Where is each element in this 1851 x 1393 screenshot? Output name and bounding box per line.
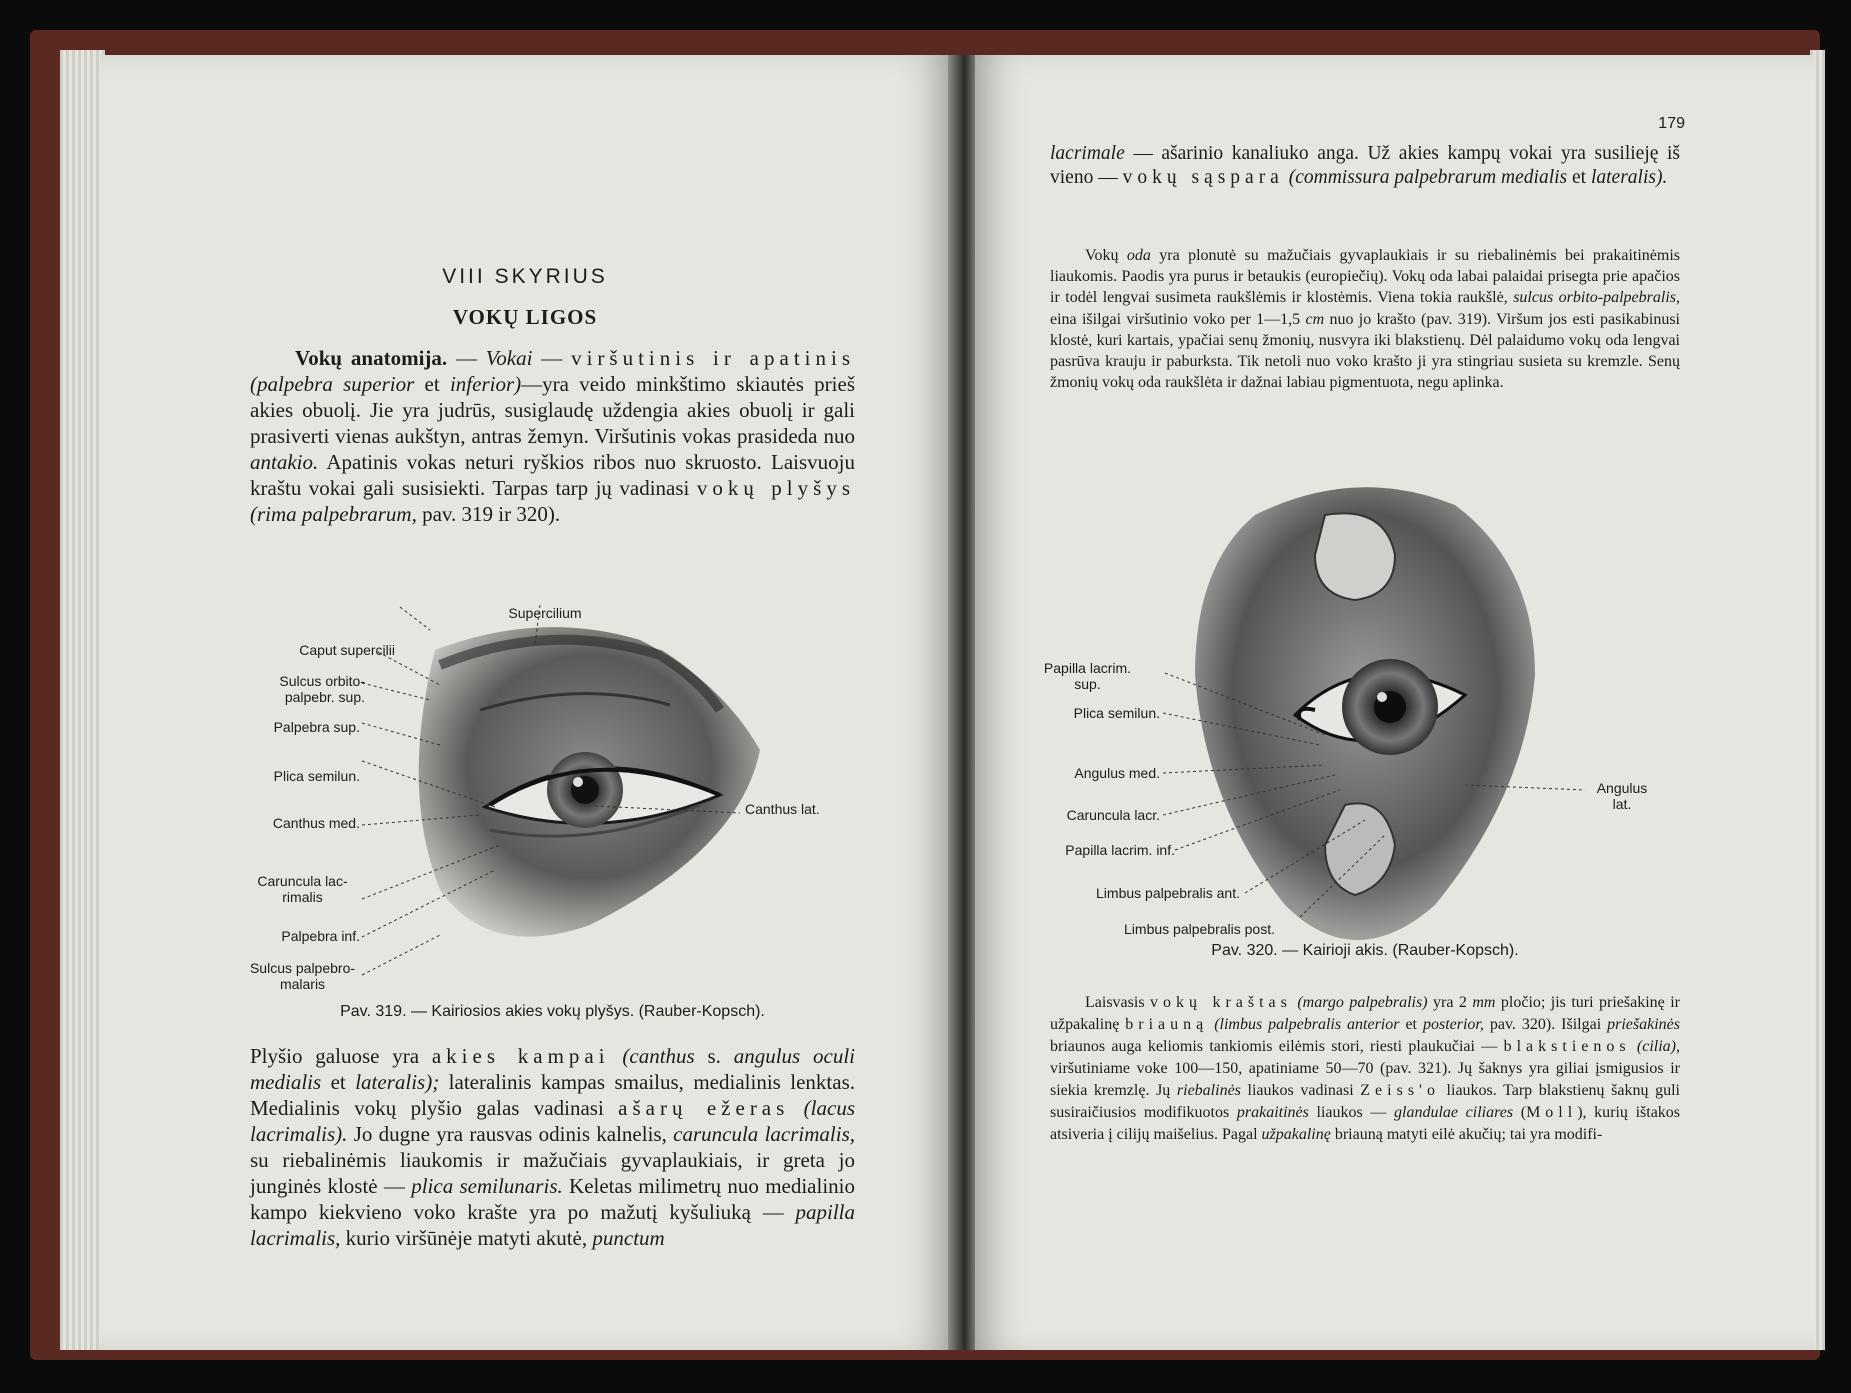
- text-run: liaukos —: [1308, 1104, 1395, 1121]
- text-run: et: [1567, 167, 1591, 188]
- text-run: sulcus orbito-palpebralis,: [1513, 289, 1680, 307]
- text-run: ), kurių ištakos atsiveria į cilijų maišelius. Pagal: [1050, 1104, 1681, 1143]
- section-title: VOKŲ LIGOS: [452, 305, 598, 329]
- figure-320-caption: Pav. 320. — Kairioji akis. (Rauber-Kopsch).: [1211, 942, 1519, 959]
- text-run: (canthus: [609, 1044, 695, 1068]
- text-run: lateralis).: [1590, 167, 1668, 188]
- figure-319-caption: Pav. 319. — Kairiosios akies vokų plyšys. (Rauber-Kopsch).: [340, 1003, 765, 1020]
- text-run: Moll: [1526, 1104, 1578, 1121]
- text-run: Plyšio galuose yra: [250, 1044, 432, 1068]
- text-run: Laisvasis: [1085, 994, 1150, 1011]
- text-run: cm: [1305, 310, 1325, 328]
- chapter-heading: VIII SKYRIUS: [442, 265, 608, 288]
- text-run: — ašarinio kanaliuko anga. Už akies kampų vokai yra susilieję iš vieno —: [1050, 143, 1680, 188]
- page-number: 179: [1658, 115, 1685, 132]
- label-plica-semilun: Plica semilun.: [273, 768, 360, 784]
- text-run: punctum: [592, 1226, 665, 1250]
- text-run: akies kampai: [431, 1044, 610, 1068]
- text-run: užpakalinę: [1261, 1126, 1331, 1143]
- text-run: eina išilgai viršutinio voko per 1—1,5: [1050, 310, 1306, 328]
- label-supercilium: Supercilium: [508, 605, 582, 621]
- text-run: angulus oculi medialis: [250, 1044, 855, 1094]
- text-run: vokų sąspara: [1122, 167, 1284, 188]
- right-page: [975, 55, 1815, 1350]
- label-caruncula: Caruncula lac- rimalis: [257, 873, 348, 905]
- text-run: plica semilunaris.: [411, 1174, 563, 1198]
- text-run: oda: [1126, 247, 1151, 264]
- text-run: vokų plyšys: [696, 476, 855, 500]
- text-run: liaukos. Tarp blakstienų šaknų guli susiraičiusios modifikuotos: [1050, 1082, 1680, 1121]
- text-run: briaunos auga keliomis tankiomis eilėmis stori, riesti plaukučiai —: [1050, 1038, 1504, 1055]
- text-run: Zeiss'o: [1360, 1082, 1440, 1099]
- text-run: liaukos vadinasi: [1240, 1082, 1361, 1099]
- text-run: viršutiniame voke 100—150, apatiniame 50—70 (pav. 321). Jų šaknys yra giliai įsmigusios ir siekia kremzlę. Jų: [1050, 1060, 1680, 1099]
- text-run: Vokų: [1085, 247, 1127, 264]
- text-run: priešakinės: [1607, 1016, 1680, 1033]
- label-plica-semilun-320: Plica semilun.: [1073, 705, 1160, 721]
- text-run: (margo palpebralis): [1291, 994, 1428, 1011]
- text-run: antakio.: [250, 450, 319, 474]
- label-angulus-lat: Angulus lat.: [1596, 780, 1648, 812]
- text-run: viršutinis ir apatinis: [571, 346, 856, 370]
- text-run: lateralis);: [355, 1070, 440, 1094]
- text-run: Jo dugne yra rausvas odinis kalnelis,: [347, 1122, 674, 1146]
- text-run: mm: [1472, 994, 1496, 1011]
- text-run: Apatinis vokas neturi ryškios ribos nuo skruosto. Laisvuoju kraštu vokai gali susisiekti. Tarpas tarp jų vadinasi: [250, 450, 855, 500]
- text-run: et: [321, 1070, 356, 1094]
- label-caruncula-lacr: Caruncula lacr.: [1066, 807, 1160, 823]
- text-run: —yra veido minkštimo skiautės prieš akies obuolį. Jie yra judrūs, susiglaudę uždengia akies obuolį ir gali prasiverti vienas aukštyn, antras žemyn. Viršutinis vokas prasideda nuo: [250, 372, 856, 448]
- text-run: pav. 319 ir 320).: [416, 502, 561, 526]
- book-gutter: [948, 55, 978, 1350]
- text-run: inferior): [449, 372, 522, 396]
- text-run: (commissura palpebrarum medialis: [1283, 167, 1568, 188]
- text-run: (rima palpebrarum,: [250, 502, 417, 526]
- text-run: —: [532, 346, 572, 370]
- text-run: su riebalinėmis liaukomis ir mažučiais gyvaplaukiais, ir greta jo junginės klostė —: [250, 1148, 855, 1198]
- label-papilla-lacrim-inf: Papilla lacrim. inf.: [1065, 842, 1175, 858]
- text-run: s.: [694, 1044, 734, 1068]
- text-run: riebalinės: [1176, 1082, 1241, 1099]
- text-run: briauną matyti eilė akučių; tai yra modifi-: [1330, 1126, 1603, 1143]
- text-run: Vokų anatomija.: [295, 346, 448, 370]
- paragraph-canthi: [250, 1043, 855, 1251]
- text-run: prakaitinės: [1236, 1104, 1309, 1121]
- page-edges-left: [60, 50, 105, 1350]
- label-sulcus-orbito: Sulcus orbito- palpebr. sup.: [279, 673, 365, 705]
- label-canthus-med: Canthus med.: [272, 815, 360, 831]
- left-page: [100, 55, 950, 1350]
- text-run: et: [1399, 1016, 1423, 1033]
- text-run: caruncula lacrimalis,: [673, 1122, 855, 1146]
- text-run: papilla lacrimalis,: [250, 1200, 855, 1250]
- label-limbus-ant: Limbus palpebralis ant.: [1096, 885, 1240, 901]
- text-run: (limbus palpebralis anterior: [1208, 1016, 1400, 1033]
- paragraph-margin: [1050, 992, 1680, 1146]
- text-run: blakstienos: [1503, 1038, 1631, 1055]
- label-limbus-post: Limbus palpebralis post.: [1124, 921, 1275, 937]
- text-run: kurio viršūnėje matyti akutė,: [340, 1226, 593, 1250]
- label-sulcus-palpebromalaris: Sulcus palpebro- malaris: [249, 960, 356, 992]
- text-run: Keletas milimetrų nuo medialinio kampo kiekvieno voko krašte yra po mažutį kyšuliuką —: [250, 1174, 856, 1224]
- label-canthus-lat: Canthus lat.: [745, 801, 820, 817]
- text-run: (: [1513, 1104, 1527, 1121]
- text-run: Vokai: [485, 346, 533, 370]
- label-papilla-lacrim-sup: Papilla lacrim. sup.: [1043, 660, 1132, 692]
- text-run: (lacus lacrimalis).: [250, 1096, 856, 1146]
- text-run: yra plonutė su mažučiais gyvaplaukiais ir su riebalinėmis bei prakaitinėmis liaukomis. Paodis yra purus ir betaukis (europiečių). Vokų oda labai palaidai prisegta prie apačios ir todėl lengvai susimeta raukšlėmis ir klostėmis. Viena tokia raukšlė,: [1050, 247, 1680, 307]
- text-run: (cilia),: [1630, 1038, 1681, 1055]
- text-run: vokų kraštas: [1150, 994, 1292, 1011]
- text-run: pav. 320). Išilgai: [1483, 1016, 1608, 1033]
- label-palpebra-inf: Palpebra inf.: [281, 928, 360, 944]
- text-run: glandulae ciliares: [1394, 1104, 1514, 1121]
- text-run: posterior,: [1422, 1016, 1484, 1033]
- text-run: lateralinis kampas smailus, medialinis lenktas. Medialinis vokų plyšio galas vadinasi: [250, 1070, 856, 1120]
- text-run: yra 2: [1427, 994, 1473, 1011]
- text-run: ašarų ežeras: [618, 1096, 790, 1120]
- label-caput-supercilii: Caput supercilii: [299, 642, 395, 658]
- text-run: pločio; jis turi priešakinę ir užpakalinę: [1050, 994, 1680, 1033]
- text-run: et: [414, 372, 450, 396]
- text-run: —: [447, 346, 486, 370]
- label-palpebra-sup: Palpebra sup.: [273, 719, 360, 735]
- label-angulus-med: Angulus med.: [1074, 765, 1160, 781]
- text-run: nuo jo krašto (pav. 319). Viršum jos esti pasikabinusi klostė, kuri kartais, ypačiai senų žmonių, nusvyra iki blakstienų. Dėl palaidumo vokų oda lengvai pasrūva krauju ir paburksta. Tik netoli nuo voko krašto ji yra stingriau susieta su kremzle. Senų žmonių vokų oda raukšlėta ir dažnai labiau pigmentuota, negu aplinka.: [1050, 310, 1680, 392]
- text-run: lacrimale: [1050, 143, 1125, 164]
- text-run: (palpebra superior: [250, 372, 415, 396]
- figure-320-leader-lines: [975, 55, 1815, 1350]
- text-run: briauną: [1125, 1016, 1209, 1033]
